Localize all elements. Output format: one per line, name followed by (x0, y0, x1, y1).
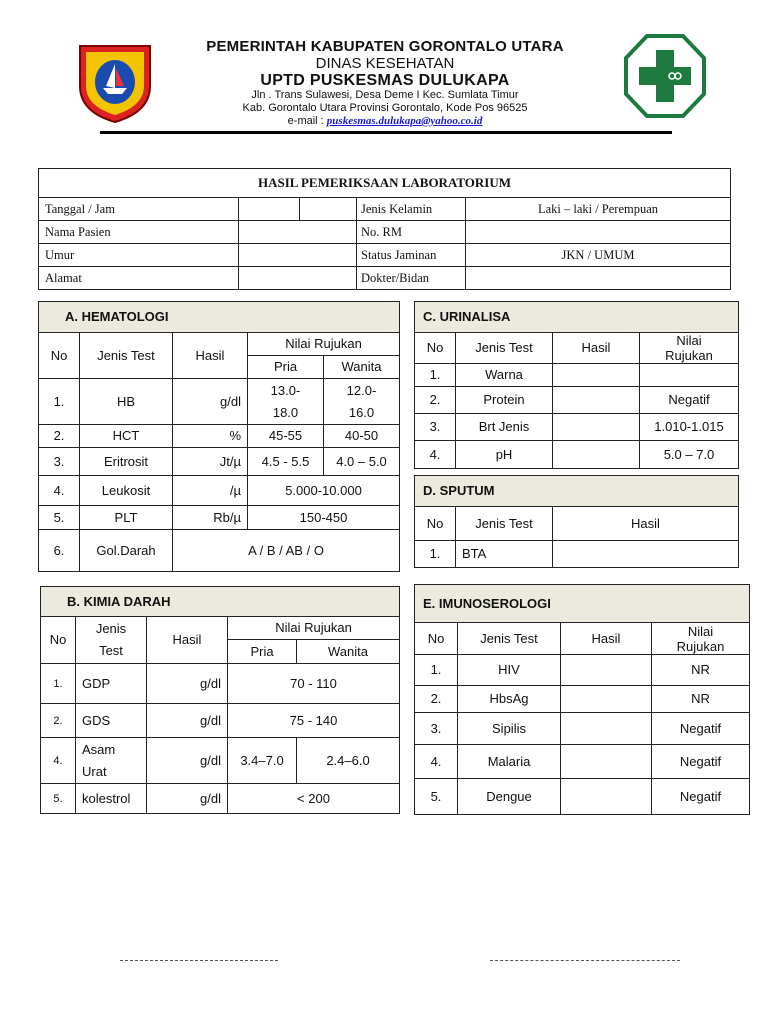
col-hasil: Hasil (147, 617, 228, 664)
row-no: 1. (415, 541, 456, 568)
field-jam[interactable] (300, 198, 357, 221)
row-test: Sipilis (458, 713, 561, 745)
row-unit: g/dl (147, 738, 228, 784)
col-wanita: Wanita (297, 640, 400, 664)
row-no: 5. (39, 506, 80, 530)
row-test: Protein (456, 387, 553, 414)
table-row (41, 784, 400, 814)
label-alamat: Alamat (39, 267, 239, 290)
email-link[interactable]: puskesmas.dulukapa@yahoo.co.id (326, 115, 483, 127)
row-nilai: Negatif (652, 713, 750, 745)
row-unit: % (173, 425, 248, 448)
imunoserologi-title: E. IMUNOSEROLOGI (415, 585, 750, 623)
row-nilai: Negatif (652, 745, 750, 779)
row-hasil[interactable] (553, 387, 640, 414)
table-row (415, 655, 750, 686)
row-nilai: 1.010-1.015 (640, 414, 739, 441)
col-wanita: Wanita (324, 356, 400, 379)
row-no: 4. (39, 476, 80, 506)
header-department: DINAS KESEHATAN (315, 55, 455, 72)
row-unit: Jt/µ (173, 448, 248, 476)
row-unit: Rb/µ (173, 506, 248, 530)
row-test: kolestrol (76, 784, 147, 814)
row-test: Dengue (458, 779, 561, 815)
row-hasil[interactable] (561, 686, 652, 713)
row-test: pH (456, 441, 553, 469)
row-test: Asam Urat (76, 738, 147, 784)
col-pria: Pria (248, 356, 324, 379)
table-row (415, 779, 750, 815)
row-unit: g/dl (147, 664, 228, 704)
row-no: 4. (41, 738, 76, 784)
row-nilai (640, 364, 739, 387)
row-wanita: 2.4–6.0 (297, 738, 400, 784)
col-nilai-rujukan: Nilai Rujukan (640, 333, 739, 364)
row-test: HbsAg (458, 686, 561, 713)
row-no: 3. (415, 414, 456, 441)
field-alamat[interactable] (239, 267, 357, 290)
col-no: No (41, 617, 76, 664)
table-row (41, 704, 400, 738)
row-test: GDS (76, 704, 147, 738)
header-clinic-name: UPTD PUSKESMAS DULUKAPA (260, 72, 510, 89)
col-nilai-rujukan: Nilai Rujukan (228, 617, 400, 640)
col-no: No (415, 507, 456, 541)
header-email (150, 115, 620, 127)
table-row (39, 506, 400, 530)
field-jenis-kelamin[interactable]: Laki – laki / Perempuan (466, 198, 731, 221)
col-no: No (415, 333, 456, 364)
row-hasil[interactable] (561, 655, 652, 686)
row-nilai: 5.000-10.000 (248, 476, 400, 506)
header-address-1: Jln . Trans Sulawesi, Desa Deme I Kec. Sumlata Timur (251, 89, 519, 101)
row-no: 1. (415, 655, 458, 686)
row-nilai: NR (652, 686, 750, 713)
label-nama-pasien: Nama Pasien (39, 221, 239, 244)
row-no: 3. (415, 713, 458, 745)
hematologi-table (38, 301, 400, 572)
col-no: No (39, 333, 80, 379)
row-nilai: 5.0 – 7.0 (640, 441, 739, 469)
row-nilai: 75 - 140 (228, 704, 400, 738)
table-row (415, 745, 750, 779)
row-nilai: NR (652, 655, 750, 686)
row-test: Leukosit (80, 476, 173, 506)
row-test: Gol.Darah (80, 530, 173, 572)
header-address-2: Kab. Gorontalo Utara Provinsi Gorontalo, Kode Pos 96525 (242, 102, 528, 114)
table-row (415, 686, 750, 713)
label-status-jaminan: Status Jaminan (357, 244, 466, 267)
regency-emblem-logo (76, 42, 154, 124)
imunoserologi-table (414, 584, 750, 815)
kimia-darah-title: B. KIMIA DARAH (41, 587, 400, 617)
row-test: PLT (80, 506, 173, 530)
row-unit: /µ (173, 476, 248, 506)
signature-line-left (120, 960, 278, 961)
table-row (415, 414, 739, 441)
row-pria: 4.5 - 5.5 (248, 448, 324, 476)
row-pria: 13.0- 18.0 (248, 379, 324, 425)
row-nilai: A / B / AB / O (173, 530, 400, 572)
header-rule (100, 131, 672, 134)
row-test: GDP (76, 664, 147, 704)
col-jenis-test: Jenis Test (80, 333, 173, 379)
row-test: HB (80, 379, 173, 425)
col-hasil: Hasil (553, 333, 640, 364)
table-row (39, 379, 400, 425)
row-no: 1. (41, 664, 76, 704)
row-pria: 45-55 (248, 425, 324, 448)
field-nama-pasien[interactable] (239, 221, 357, 244)
table-row (39, 476, 400, 506)
urinalisa-table (414, 301, 739, 469)
table-row (415, 364, 739, 387)
kimia-darah-table (40, 586, 400, 814)
puskesmas-logo (622, 32, 708, 120)
row-no: 2. (39, 425, 80, 448)
table-row (39, 530, 400, 572)
row-no: 2. (415, 686, 458, 713)
row-no: 6. (39, 530, 80, 572)
table-row (415, 387, 739, 414)
row-wanita: 40-50 (324, 425, 400, 448)
row-nilai: Negatif (640, 387, 739, 414)
patient-info-table (38, 168, 731, 290)
table-row (41, 738, 400, 784)
row-test: Warna (456, 364, 553, 387)
row-test: BTA (456, 541, 553, 568)
col-nilai-rujukan: Nilai Rujukan (248, 333, 400, 356)
table-row (39, 425, 400, 448)
row-no: 1. (415, 364, 456, 387)
table-row (415, 713, 750, 745)
row-test: HCT (80, 425, 173, 448)
row-wanita: 4.0 – 5.0 (324, 448, 400, 476)
row-hasil[interactable] (561, 779, 652, 815)
col-hasil: Hasil (553, 507, 739, 541)
sputum-title: D. SPUTUM (415, 476, 739, 507)
row-test: Brt Jenis (456, 414, 553, 441)
urinalisa-title: C. URINALISA (415, 302, 739, 333)
col-jenis-test: Jenis Test (456, 507, 553, 541)
field-tanggal[interactable] (239, 198, 300, 221)
col-hasil: Hasil (173, 333, 248, 379)
row-nilai: Negatif (652, 779, 750, 815)
row-wanita: 12.0- 16.0 (324, 379, 400, 425)
row-no: 2. (41, 704, 76, 738)
email-label: e-mail : (287, 115, 327, 127)
table-row (39, 448, 400, 476)
row-no: 4. (415, 441, 456, 469)
sputum-table (414, 475, 739, 568)
row-hasil[interactable] (553, 541, 739, 568)
row-pria: 3.4–7.0 (228, 738, 297, 784)
label-dokter-bidan: Dokter/Bidan (357, 267, 466, 290)
row-hasil[interactable] (553, 364, 640, 387)
table-row (41, 664, 400, 704)
row-no: 2. (415, 387, 456, 414)
col-jenis-test: Jenis Test (458, 623, 561, 655)
row-no: 5. (415, 779, 458, 815)
row-hasil[interactable] (561, 713, 652, 745)
table-row (415, 441, 739, 469)
label-no-rm: No. RM (357, 221, 466, 244)
row-no: 4. (415, 745, 458, 779)
row-test: Eritrosit (80, 448, 173, 476)
row-hasil[interactable] (561, 745, 652, 779)
row-unit: g/dl (173, 379, 248, 425)
label-tanggal: Tanggal / Jam (39, 198, 239, 221)
label-jenis-kelamin: Jenis Kelamin (357, 198, 466, 221)
field-status-jaminan[interactable]: JKN / UMUM (466, 244, 731, 267)
col-no: No (415, 623, 458, 655)
row-hasil[interactable] (553, 414, 640, 441)
col-jenis-test: Jenis Test (456, 333, 553, 364)
row-hasil[interactable] (553, 441, 640, 469)
table-row (415, 541, 739, 568)
row-test: Malaria (458, 745, 561, 779)
row-no: 3. (39, 448, 80, 476)
signature-line-right (490, 960, 680, 961)
col-nilai-rujukan: Nilai Rujukan (652, 623, 750, 655)
row-unit: g/dl (147, 784, 228, 814)
row-nilai: 70 - 110 (228, 664, 400, 704)
lab-result-title: HASIL PEMERIKSAAN LABORATORIUM (39, 169, 731, 198)
col-jenis-test: Jenis Test (76, 617, 147, 664)
row-test: HIV (458, 655, 561, 686)
field-umur[interactable] (239, 244, 357, 267)
col-hasil: Hasil (561, 623, 652, 655)
col-pria: Pria (228, 640, 297, 664)
row-nilai: 150-450 (248, 506, 400, 530)
row-nilai: < 200 (228, 784, 400, 814)
header-government: PEMERINTAH KABUPATEN GORONTALO UTARA (206, 38, 564, 55)
hematologi-title: A. HEMATOLOGI (39, 302, 400, 333)
field-dokter-bidan[interactable] (466, 267, 731, 290)
row-unit: g/dl (147, 704, 228, 738)
label-umur: Umur (39, 244, 239, 267)
field-no-rm[interactable] (466, 221, 731, 244)
row-no: 1. (39, 379, 80, 425)
row-no: 5. (41, 784, 76, 814)
